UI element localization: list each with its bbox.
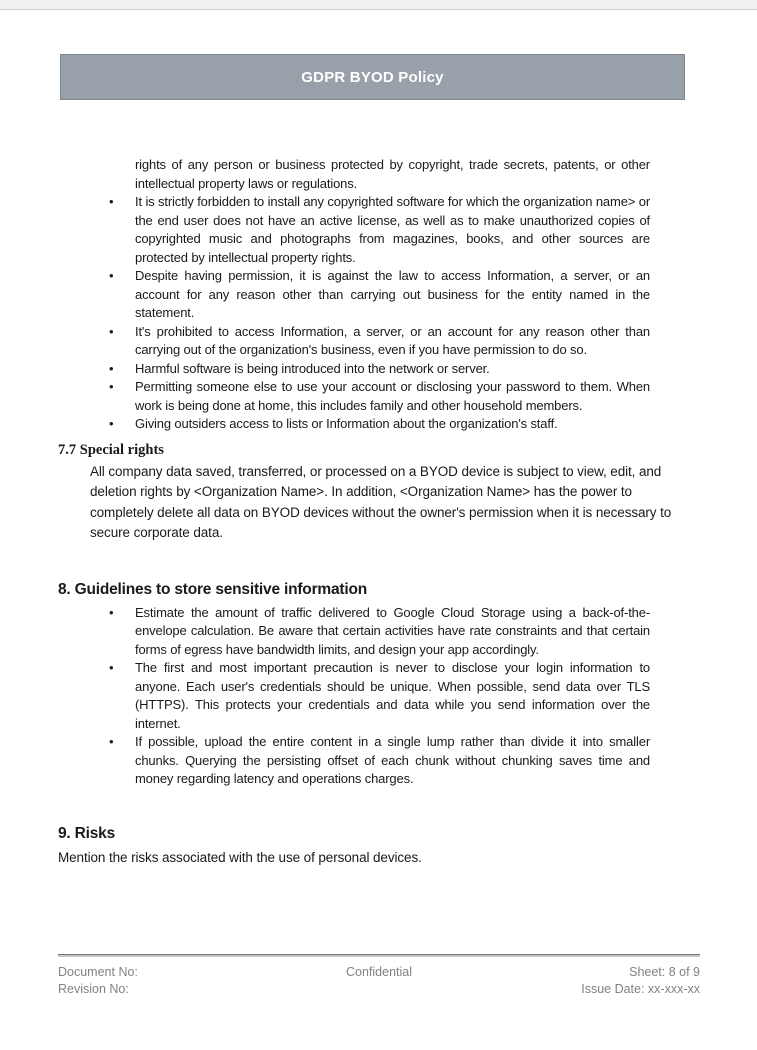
footer-right-block [486, 964, 700, 997]
page-footer [58, 954, 700, 997]
prohibited-actions-list [58, 193, 650, 434]
issue-date-label: Issue Date: xx-xxx-xx [581, 981, 700, 996]
section-heading-special-rights: 7.7 Special rights [58, 441, 164, 458]
sheet-number-label: Sheet: 8 of 9 [629, 965, 700, 979]
list-item: • Giving outsiders access to lists or Information about the organization's staff. [135, 415, 650, 434]
list-item: • It's prohibited to access Information, a server, or an account for any reason other than carrying out of the organization's business, even if you have permission to do so. [135, 323, 650, 360]
list-item: • Estimate the amount of traffic delivered to Google Cloud Storage using a back-of-the-envelope calculation. Be aware that certain activities have rate constraints and that certain forms of egress have bandwidth limits, and design your app accordingly. [135, 604, 650, 660]
list-item: • Permitting someone else to use your account or disclosing your password to them. When work is being done at home, this includes family and other household members. [135, 378, 650, 415]
list-item: • The first and most important precaution is never to disclose your login information to anyone. Each user's credentials should be unique. When possible, send data over TLS (HTTPS). This protects your credentials and data while you send information over the internet. [135, 659, 650, 733]
guidelines-list [58, 604, 650, 789]
list-item: • If possible, upload the entire content in a single lump rather than divide it into smaller chunks. Querying the persisting offset of each chunk without chunking saves time and money regarding latency and operations charges. [135, 733, 650, 789]
document-no-label: Document No: [58, 965, 138, 979]
footer-center-block [272, 964, 486, 997]
paragraph-continuation: rights of any person or business protected by copyright, trade secrets, patents, or other intellectual property laws or regulations. [135, 157, 650, 191]
confidential-label: Confidential [345, 965, 412, 979]
list-item: • Harmful software is being introduced into the network or server. [135, 360, 650, 379]
section-heading-guidelines: 8. Guidelines to store sensitive information [58, 580, 368, 598]
revision-no-label: Revision No: [58, 981, 129, 996]
list-item: • It is strictly forbidden to install any copyrighted software for which the organization name> or the end user does not have an active license, as well as to make unauthorized copies of copyrighted music and photographs from magazines, books, and other sources are protected by intellectual property rights. [135, 193, 650, 267]
document-body [58, 156, 699, 867]
section-heading-risks: 9. Risks [58, 824, 115, 842]
footer-left-block [58, 964, 272, 997]
document-title-banner [60, 54, 685, 100]
page-title: GDPR BYOD Policy [301, 68, 444, 86]
footer-divider [58, 954, 700, 957]
list-item: • Despite having permission, it is against the law to access Information, a server, or an account for any reason other than carrying out business for the entity named in the statement. [135, 267, 650, 323]
special-rights-paragraph: All company data saved, transferred, or processed on a BYOD device is subject to view, edit, and deletion rights by <Organization Name>. In addition, <Organization Name> has the power to completely delete all data on BYOD devices without the owner's permission when it is necessary to secure corporate data. [90, 463, 672, 540]
viewer-top-edge [0, 0, 757, 10]
risks-paragraph: Mention the risks associated with the use of personal devices. [58, 849, 422, 865]
